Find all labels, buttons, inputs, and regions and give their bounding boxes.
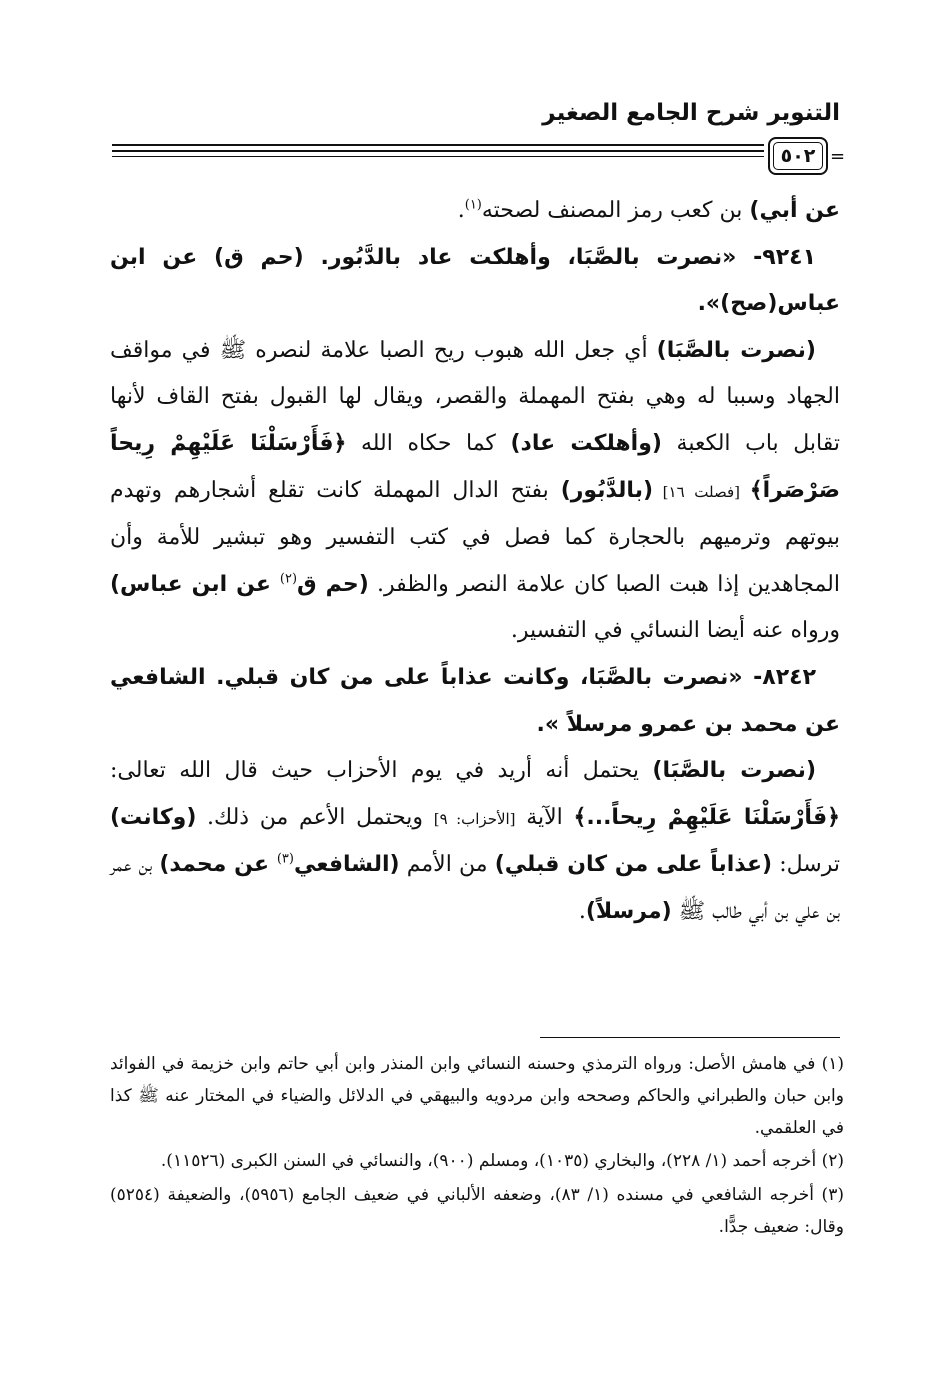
quoted-lemma: (مرسلاً) [585, 898, 672, 924]
page-ornament: = [830, 146, 846, 167]
text-run: بفتح الدال المهملة كانت تقلع أشجارهم وتهدم بيوتهم وترميهم بالحجارة كما فصل في كتب التفسير وهو تبشير للأمة وأن المجاهدين إذا هبت الصبا كان علامة النصر والظفر. [110, 477, 840, 597]
text-run: الآية [515, 804, 574, 830]
quran-reference: [فصلت ١٦] [653, 482, 750, 501]
commentary-8242 [110, 748, 840, 935]
footnote-ref[interactable]: (٢) [279, 571, 298, 587]
footnote-line: المختار عنه ﷺ كذا في العلقمي. [110, 1085, 844, 1138]
running-title: التنوير شرح الجامع الصغير [542, 100, 840, 126]
text-run: كما حكاه الله [346, 430, 511, 456]
header-rule [112, 144, 764, 158]
footnote-line: (١) في هامش الأصل: ورواه الترمذي وحسنه النسائي وابن المنذر وابن أبي حاتم وابن خزيمة في [161, 1054, 845, 1074]
footnotes [110, 1049, 844, 1246]
paragraph-continuation [110, 188, 840, 235]
hadith-8242: ٨٢٤٢- «نصرت بالصَّبَا، وكانت عذاباً على من كان قبلي. الشافعي عن محمد بن عمرو مرسلاً ». [110, 664, 840, 737]
source-ref: عن ابن عباس) [110, 571, 280, 597]
quran-quote: ﴿فَأَرْسَلْنَا عَلَيْهِمْ رِيحاً صَرْصَراً﴾ [110, 430, 841, 503]
quoted-lemma: (وأهلكت عاد) [510, 430, 662, 456]
footnote-line: (١١٥٢٦). [160, 1151, 226, 1172]
quoted-lemma: (نصرت بالصَّبَا) [656, 337, 816, 363]
quoted-lemma: (بالدَّبُور) [560, 477, 654, 503]
text-run: . [578, 898, 586, 924]
text-bold: عن أبي) [749, 198, 840, 223]
text-run: بن عمر بن علي بن أبي طالب ﷺ [110, 852, 840, 924]
text-run: ترسل: [772, 852, 840, 878]
main-text [110, 188, 840, 936]
text-run: أي جعل الله هبوب ريح الصبا علامة لنصره ﷺ في مواقف الجهاد وسببا له وهي بفتح المهملة والقصر، ويقال لها القبول بفتح القاف لأنها تقابل باب الكعبة [110, 337, 840, 456]
footnote-2 [110, 1146, 844, 1178]
quran-reference: [الأحزاب: ٩] [433, 809, 516, 828]
footnote-line: (٢) أخرجه أحمد (١/ ٢٢٨)، والبخاري (١٠٣٥)، ومسلم (٩٠٠)، والنسائي في السنن الكبرى [230, 1151, 844, 1172]
footnote-ref[interactable]: (٣) [276, 851, 294, 867]
footnote-rule [540, 1037, 840, 1038]
text-run: ورواه عنه أيضا النسائي في التفسير. [510, 618, 840, 644]
source-ref: (الشافعي [293, 852, 400, 878]
text-run: . [457, 198, 465, 223]
quran-quote: ﴿فَأَرْسَلْنَا عَلَيْهِمْ رِيحاً...﴾ [573, 804, 840, 830]
source-ref: عن محمد) [159, 852, 277, 878]
footnote-line: (٥٢٥٤) وقال: ضعيف جدًّا. [110, 1185, 844, 1237]
footnote-line: (٣) أخرجه الشافعي في مسنده (١/ ٨٣)، وضعفه الألباني في ضعيف الجامع (٥٩٥٦)، والضعيفة [167, 1185, 844, 1206]
text-run: يحتمل أنه أريد في يوم الأحزاب حيث قال الله تعالى: [110, 758, 653, 784]
quoted-lemma: (عذاباً على من كان قبلي) [494, 852, 773, 878]
quoted-lemma: (وكانت) [110, 804, 197, 830]
commentary-9241 [110, 328, 840, 655]
hadith-9241: ٩٢٤١- «نصرت بالصَّبَا، وأهلكت عاد بالدَّبُور. (حم ق) عن ابن عباس(صح)». [110, 244, 840, 317]
footnote-3 [110, 1180, 844, 1244]
footnote-line: الفوائد وابن حبان والطبراني والحاكم وصححه وابن مردويه والبيهقي في الدلائل والضياء في [110, 1054, 844, 1106]
quoted-lemma: (نصرت بالصَّبَا) [652, 758, 816, 784]
page-number: ٥٠٢ [768, 137, 828, 175]
source-ref: (حم ق [297, 571, 369, 597]
footnote-1 [110, 1049, 844, 1144]
text-run: بن كعب رمز المصنف لصحته [481, 198, 750, 223]
text-run: من الأمم [399, 852, 495, 878]
text-run: ويحتمل الأعم من ذلك. [196, 804, 434, 830]
footnote-ref[interactable]: (١) [464, 197, 482, 213]
